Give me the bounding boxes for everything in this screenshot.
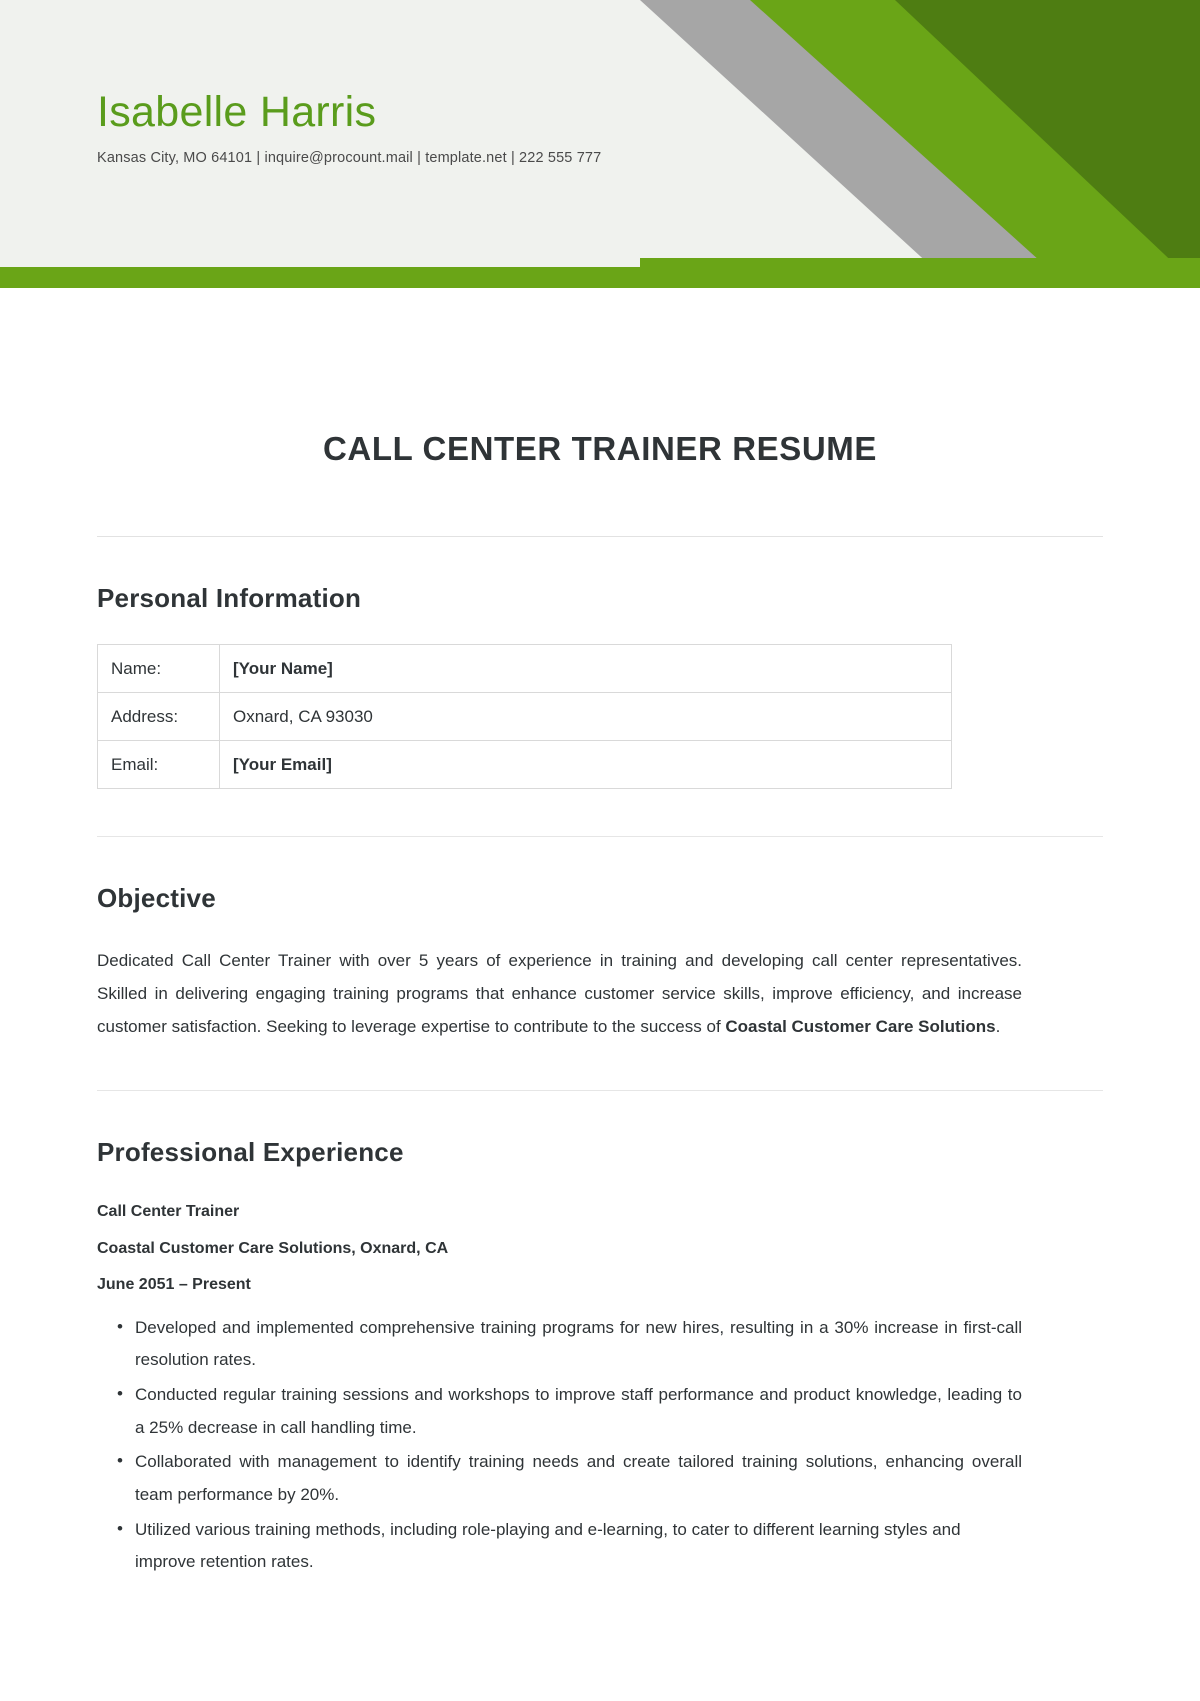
section-objective <box>97 883 1103 1043</box>
divider-after-objective <box>97 1090 1103 1091</box>
section-professional-experience <box>97 1137 1103 1578</box>
row-value-address: Oxnard, CA 93030 <box>220 693 952 741</box>
list-item: • Developed and implemented comprehensive training programs for new hires, resulting in a 30% increase in first-call resolution rates. <box>117 1312 1022 1377</box>
list-item: • Collaborated with management to identify training needs and create tailored training solutions, enhancing overall team performance by 20%. <box>117 1446 1022 1511</box>
resume-header-banner <box>0 0 1200 288</box>
table-row <box>98 693 952 741</box>
page-title: CALL CENTER TRAINER RESUME <box>322 430 877 467</box>
row-value-name: [Your Name] <box>220 645 952 693</box>
table-row <box>98 645 952 693</box>
divider-after-personal-information <box>97 836 1103 837</box>
row-label-name: Name: <box>98 645 220 693</box>
experience-entry <box>97 1194 1103 1578</box>
experience-company-location: Coastal Customer Care Solutions, Oxnard, CA <box>97 1239 449 1257</box>
section-heading-objective: Objective <box>97 883 216 913</box>
objective-company-name: Coastal Customer Care Solutions <box>725 1017 996 1037</box>
section-heading-professional-experience: Professional Experience <box>97 1137 404 1168</box>
experience-job-title: Call Center Trainer <box>97 1203 240 1221</box>
header-decoration <box>640 0 1200 288</box>
row-value-email: [Your Email] <box>220 741 952 789</box>
header-text-block <box>97 88 601 166</box>
divider-top <box>97 536 1103 537</box>
section-personal-information <box>97 583 1103 789</box>
experience-bullet-list <box>97 1312 1022 1579</box>
table-row <box>98 741 952 789</box>
resume-body <box>0 430 1200 1579</box>
objective-text-lead: Dedicated Call Center Trainer with over 5 years of experience in training and developing call center representatives. Skilled in delivering engaging training programs that enhance customer service skills, improve efficiency, and increase customer satisfaction. Seeking to leverage expertise to contribute to the success of <box>97 951 1022 1037</box>
objective-paragraph <box>97 944 1022 1043</box>
list-item: • Utilized various training methods, including role-playing and e-learning, to cater to different learning styles and improve retention rates. <box>117 1514 1022 1579</box>
personal-information-table <box>97 644 952 789</box>
objective-text-tail: . <box>995 1017 1001 1037</box>
section-heading-personal-information: Personal Information <box>97 583 362 613</box>
experience-dates: June 2051 – Present <box>97 1276 251 1294</box>
header-green-bar <box>0 267 1200 288</box>
candidate-contact-line: Kansas City, MO 64101 | inquire@procount.mail | template.net | 222 555 777 <box>97 150 602 167</box>
row-label-address: Address: <box>98 693 220 741</box>
candidate-name: Isabelle Harris <box>97 88 377 136</box>
row-label-email: Email: <box>98 741 220 789</box>
list-item: • Conducted regular training sessions and workshops to improve staff performance and product knowledge, leading to a 25% decrease in call handling time. <box>117 1379 1022 1444</box>
